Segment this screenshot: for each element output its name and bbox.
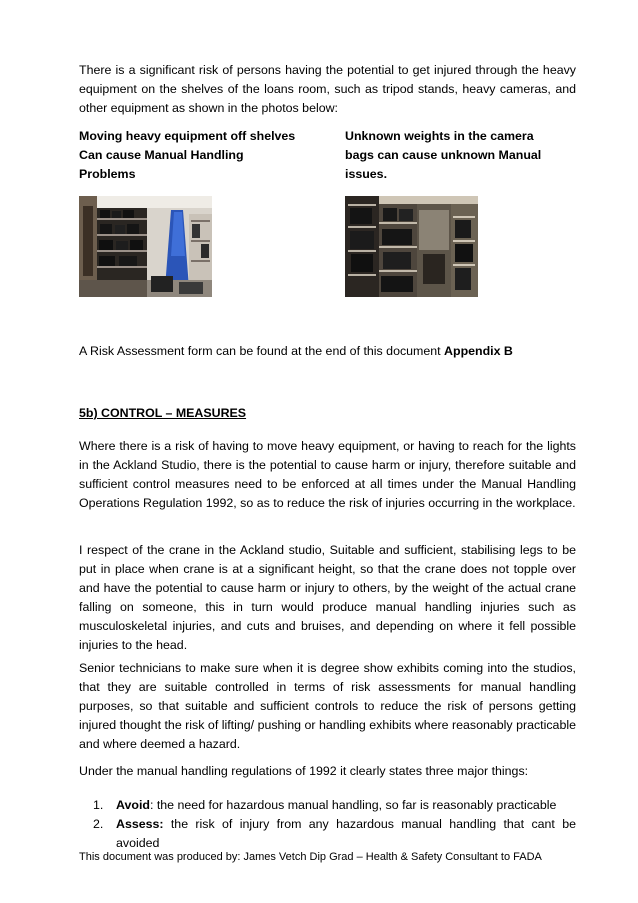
list-text: the risk of injury from any hazardous manual handling that cant be avoided: [116, 817, 576, 850]
caption-right-line-1: Unknown weights in the camera: [345, 129, 534, 143]
list-number: 1.: [93, 798, 104, 812]
list-item-assess: [93, 815, 576, 853]
caption-left-line-3: Problems: [79, 167, 136, 181]
section-heading-control-measures: 5b) CONTROL – MEASURES: [79, 406, 247, 420]
caption-left-line-2: Can cause Manual Handling: [79, 148, 244, 162]
list-number: 2.: [93, 817, 104, 831]
list-term: Avoid: [116, 798, 150, 812]
photo-camera-bags-image: [345, 196, 478, 297]
intro-paragraph: There is a significant risk of persons having the potential to get injured through the heavy equipment on the shelves of the loans room, such as tripod stands, heavy cameras, and other equipment as shown in the photos below:: [79, 63, 576, 115]
appendix-b-reference: Appendix B: [444, 344, 513, 358]
risk-assessment-text: A Risk Assessment form can be found at the end of this document: [79, 344, 445, 358]
photo-camera-bags: [345, 196, 478, 297]
footer-credit: This document was produced by: James Vetch Dip Grad – Health & Safety Consultant to FADA: [79, 851, 542, 863]
caption-left-line-1: Moving heavy equipment off shelves: [79, 129, 296, 143]
paragraph-regulations-intro: Under the manual handling regulations of 1992 it clearly states three major things:: [79, 764, 529, 778]
list-item-avoid: [93, 796, 576, 815]
list-text: : the need for hazardous manual handling, so far is reasonably practicable: [149, 798, 557, 812]
caption-left: [79, 127, 295, 184]
caption-right-line-3: issues.: [345, 167, 388, 181]
photo-shelves-tripods: [79, 196, 212, 297]
risk-assessment-note: [79, 342, 576, 361]
paragraph-heavy-equipment: Where there is a risk of having to move heavy equipment, or having to reach for the lights in the Ackland Studio, there is the potential to cause harm or injury, therefore suitable and sufficient control measures need to be enforced at all times under the Manual Handling Operations Regulation 1992, so as to reduce the risk of injuries occurring in the workplace.: [79, 439, 576, 510]
list-term: Assess:: [116, 817, 164, 831]
photo-shelves-tripods-image: [79, 196, 212, 297]
caption-right: [345, 127, 541, 184]
caption-right-line-2: bags can cause unknown Manual: [345, 148, 542, 162]
paragraph-crane: I respect of the crane in the Ackland studio, Suitable and sufficient, stabilising legs to be put in place when crane is at a significant height, so that the crane does not topple over and have the potential to cause harm or injury to others, by the weight of the actual crane falling on someone, this in turn would produce manual handling injuries such as musculoskeletal injuries, and cuts and bruises, and depending on where it fell possible injuries to the head.: [79, 543, 576, 652]
paragraph-senior-technicians: Senior technicians to make sure when it is degree show exhibits coming into the studios, that they are suitable controlled in terms of risk assessments for manual handling purposes, so that suitable and sufficient controls to reduce the risk of persons getting injured thought the risk of lifting/ pushing or handling exhibits where reasonably practicable and where deemed a hazard.: [79, 661, 576, 751]
regulations-list: [93, 796, 576, 853]
